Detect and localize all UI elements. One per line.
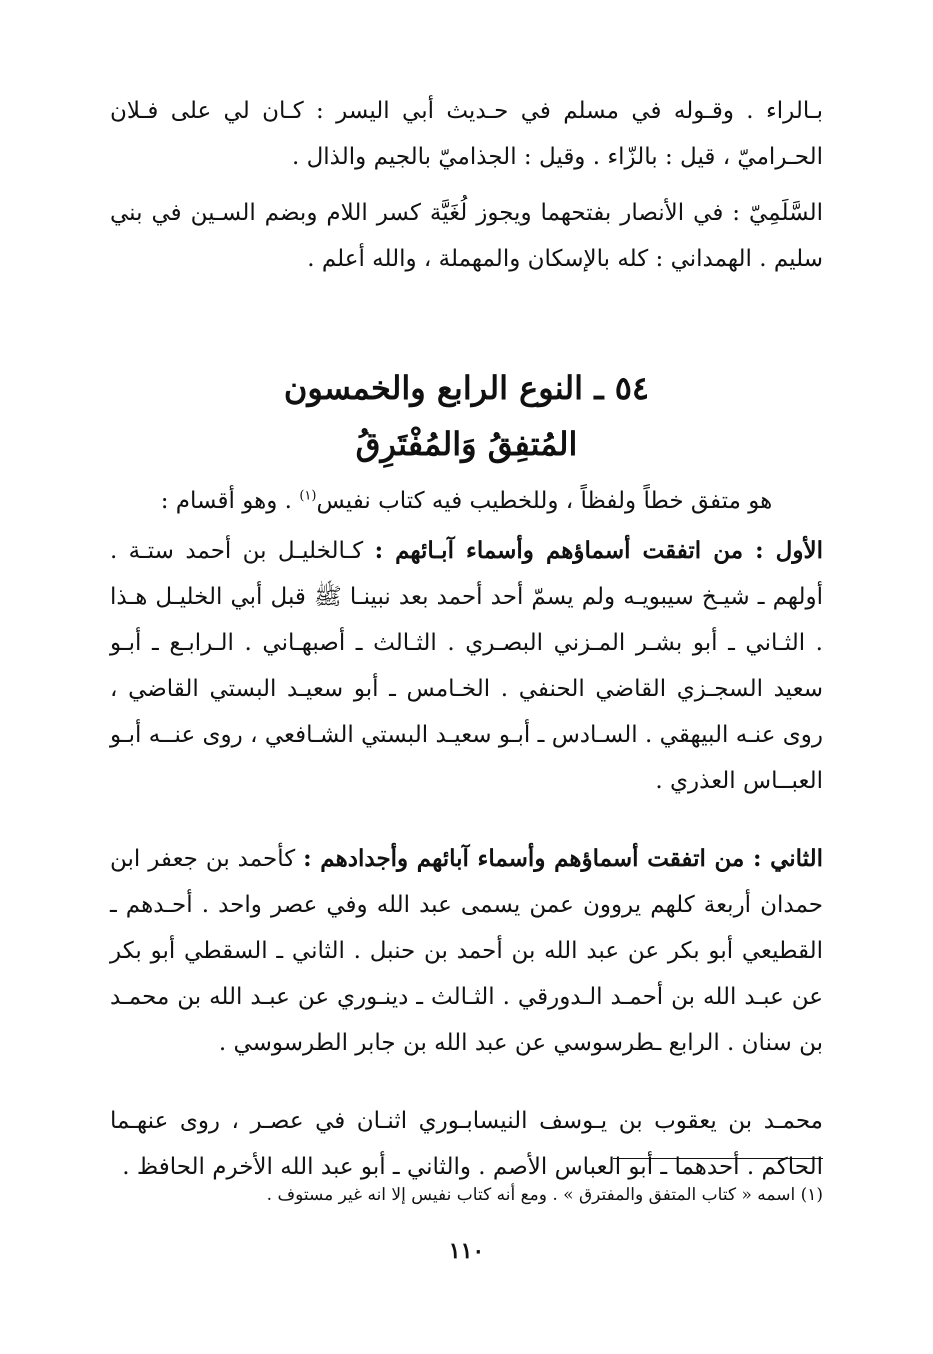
- section-second: [110, 836, 823, 1066]
- footnote-divider: [613, 1158, 823, 1159]
- chapter-number-title: ٥٤ ـ النوع الرابع والخمسون: [283, 369, 650, 407]
- chapter-subtitle: المُتفِقُ وَالمُفْتَرِقُ: [355, 425, 578, 463]
- paragraph-naysaburi: محمـد بن يعقوب بن يـوسف النيسابـوري اثنـان في عصـر ، روى عنهـما الحاكم . أحدهما ـ أبو العباس الأصم . والثاني ـ أبو عبد الله الأخرم الحافظ .: [110, 1108, 823, 1180]
- paragraph-haram: بـالراء . وقـوله في مسلم في حـديث أبي اليسر : كـان لي على فـلان الحـراميّ ، قيل : بالزّاء . وقيل : الجذاميّ بالجيم والذال .: [110, 98, 823, 170]
- chapter-intro: [110, 478, 823, 524]
- section-first-label: الأول : من اتفقت أسماؤهم وأسماء آبـائهم :: [374, 537, 824, 564]
- footnote: (١) اسمه « كتاب المتفق والمفترق » . ومع أنه كتاب نفيس إلا انه غير مستوف .: [266, 1185, 823, 1205]
- chapter-heading: [110, 360, 823, 472]
- intro-text: هو متفق خطاً ولفظاً ، وللخطيب فيه كتاب نفيس: [316, 488, 773, 514]
- section-first-text: كـالخليـل بن أحمد ستـة . أولهم ـ شيـخ سيبويـه ولم يسمّ أحد أحمد بعد نبينـا ﷺ قبل أبي الخليـل هـذا . الثـاني ـ أبو بشـر المـزني البصـري . الثـالث ـ أصبهـاني . الـرابـع ـ أبـو سعيد السجـزي القاضي الحنفي . الخـامس ـ أبو سعيـد البستي القاضي ، روى عنـه البيهقي . السـادس ـ أبـو سعيـد البستي الشـافعي ، روى عنــه أبـو العبــاس العذري .: [110, 538, 823, 794]
- section-second-text: كأحمد بن جعفر ابن حمدان أربعة كلهم يروون عمن يسمى عبد الله وفي عصر واحد . أحـدهم ـ القطيعي أبو بكر عن عبد الله بن أحمد بن حنبل . الثاني ـ السقطي أبو بكر عن عبـد الله بن أحمـد الـدورقي . الثـالث ـ دينـوري عن عبـد الله بن محمـد بن سنان . الرابع ـطرسوسي عن عبد الله بن جابر الطرسوسي .: [110, 846, 823, 1056]
- intro-text-end: . وهو أقسام :: [160, 488, 300, 514]
- page-body: [110, 88, 823, 1190]
- section-first: [110, 528, 823, 804]
- footnote-ref: (١): [299, 488, 317, 504]
- page-number: ١١٠: [448, 1238, 485, 1264]
- section-second-label: الثاني : من اتفقت أسماؤهم وأسماء آبائهم وأجدادهم :: [303, 845, 824, 872]
- paragraph-salami: السَّلَمِيّ : في الأنصار بفتحهما ويجوز لُغَيَّة كسر اللام وبضم السـين في بني سليم . الهمداني : كله بالإسكان والمهملة ، والله أعلم .: [110, 200, 823, 272]
